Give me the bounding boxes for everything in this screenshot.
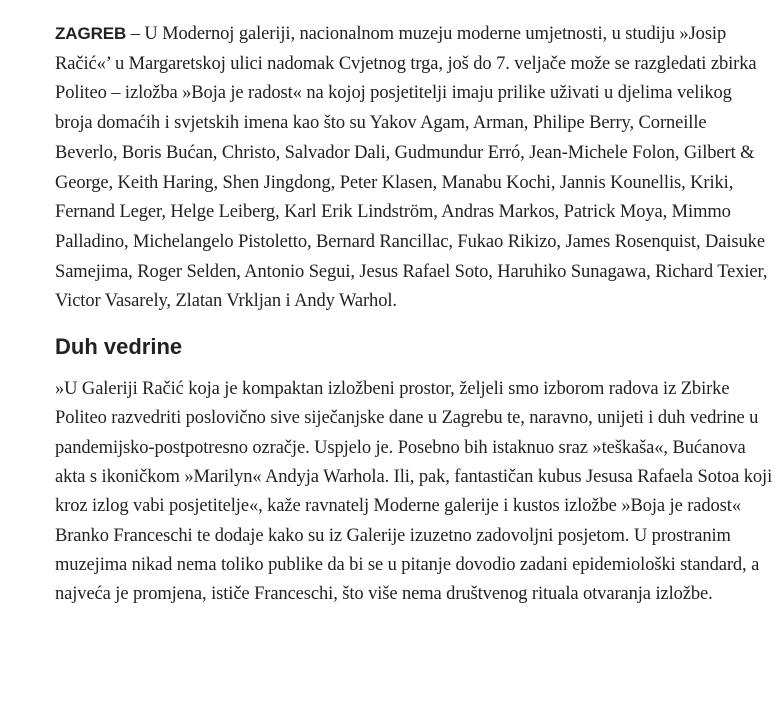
quote-paragraph: »U Galeriji Račić koja je kompaktan izložbeni prostor, željeli smo izborom radova iz Zbirke Politeo razvedriti poslovično sive siječanjske dane u Zagrebu te, naravno, unijeti i duh vedrine u pandemijsko-postpotresno ozračje. Uspjelo je. Posebno bih istaknuo sraz »teškaša«, Bućanova akta s ikoničkom »Marilyn« Andyja Warhola. Ili, pak, fantastičan kubus Jesusa Rafaela Sotoa koji kroz izlog vabi posjetitelje«, kaže ravnatelj Moderne galerije i kustos izložbe »Boja je radost« Branko Franceschi te dodaje kako su iz Galerije izuzetno zadovoljni posjetom. U prostranim muzejima nikad nema toliko publike da bi se u pitanje dovodio zadani epidemiološki standard, a najveća je promjena, ističe Franceschi, što više nema društvenog rituala otvaranja izložbe. — [55, 379, 773, 605]
dateline: ZAGREB — [55, 24, 127, 43]
section-heading: Duh vedrine — [55, 334, 183, 360]
intro-paragraph — [55, 19, 773, 317]
article-body — [55, 19, 773, 609]
intro-text: – U Modernoj galeriji, nacionalnom muzeju moderne umjetnosti, u studiju »Josip Račić«’ u Margaretskoj ulici nadomak Cvjetnog trga, još do 7. veljače može se razgledati zbirka Politeo – izložba »Boja je radost« na kojoj posjetitelji imaju prilike uživati u djelima velikog broja domaćih i svjetskih imena kao što su Yakov Agam, Arman, Philipe Berry, Corneille Beverlo, Boris Bućan, Christo, Salvador Dali, Gudmundur Erró, Jean-Michele Folon, Gilbert & George, Keith Haring, Shen Jingdong, Peter Klasen, Manabu Kochi, Jannis Kounellis, Kriki, Fernand Leger, Helge Leiberg, Karl Erik Lindström, Andras Markos, Patrick Moya, Mimmo Palladino, Michelangelo Pistoletto, Bernard Rancillac, Fukao Rikizo, James Rosenquist, Daisuke Samejima, Roger Selden, Antonio Segui, Jesus Rafael Soto, Haruhiko Sunagawa, Richard Texier, Victor Vasarely, Zlatan Vrkljan i Andy Warhol. — [55, 24, 768, 312]
